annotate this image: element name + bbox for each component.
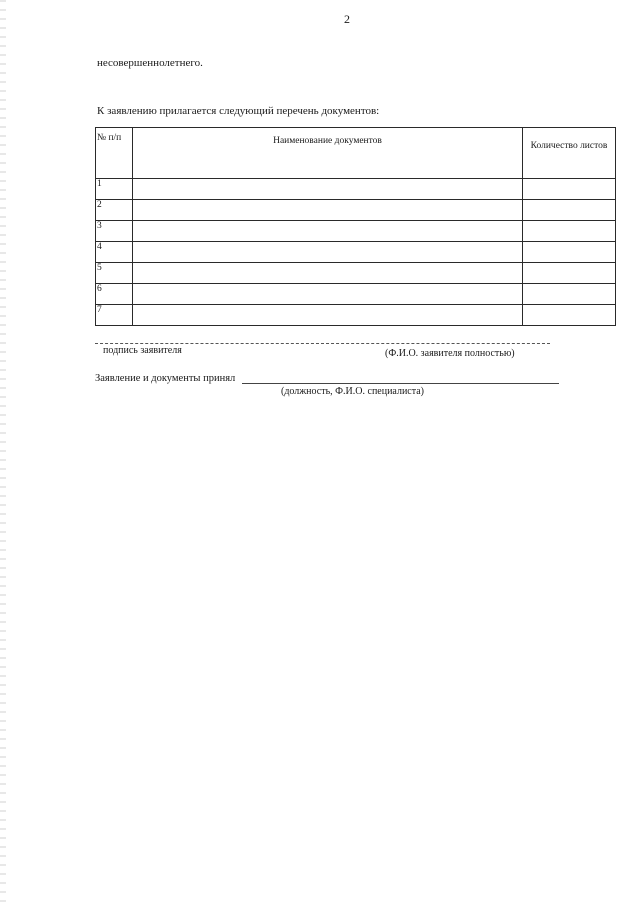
applicant-signature-label: подпись заявителя — [103, 345, 182, 356]
applicant-name-label: (Ф.И.О. заявителя полностью) — [385, 348, 515, 359]
table-row — [96, 263, 616, 284]
row-name-cell — [133, 305, 523, 326]
row-quantity-cell — [523, 263, 616, 284]
table-row — [96, 200, 616, 221]
row-number: 4 — [96, 242, 133, 263]
row-name-cell — [133, 200, 523, 221]
row-name-cell — [133, 263, 523, 284]
row-quantity-cell — [523, 242, 616, 263]
row-name-cell — [133, 242, 523, 263]
row-number: 1 — [96, 179, 133, 200]
documents-intro: К заявлению прилагается следующий перечень документов: — [97, 105, 380, 117]
header-name: Наименование документов — [133, 128, 523, 179]
specialist-label: (должность, Ф.И.О. специалиста) — [281, 386, 424, 397]
table-row — [96, 179, 616, 200]
signature-line — [95, 343, 550, 344]
row-quantity-cell — [523, 221, 616, 242]
row-number: 2 — [96, 200, 133, 221]
table-row — [96, 305, 616, 326]
table-row — [96, 221, 616, 242]
table-header-row — [96, 128, 616, 179]
header-quantity: Количество листов — [523, 128, 616, 179]
scan-edge — [0, 0, 6, 905]
row-number: 5 — [96, 263, 133, 284]
row-quantity-cell — [523, 284, 616, 305]
row-number: 7 — [96, 305, 133, 326]
page-number: 2 — [344, 12, 350, 26]
row-name-cell — [133, 179, 523, 200]
row-quantity-cell — [523, 305, 616, 326]
row-quantity-cell — [523, 179, 616, 200]
continuation-text: несовершеннолетнего. — [97, 57, 203, 69]
row-number: 6 — [96, 284, 133, 305]
accepted-by-label: Заявление и документы принял — [95, 373, 236, 384]
header-number: № п/п — [96, 128, 133, 179]
row-number: 3 — [96, 221, 133, 242]
row-name-cell — [133, 221, 523, 242]
documents-table — [95, 127, 616, 326]
row-quantity-cell — [523, 200, 616, 221]
table-row — [96, 242, 616, 263]
table-row — [96, 284, 616, 305]
row-name-cell — [133, 284, 523, 305]
accepted-by-line — [242, 383, 559, 384]
